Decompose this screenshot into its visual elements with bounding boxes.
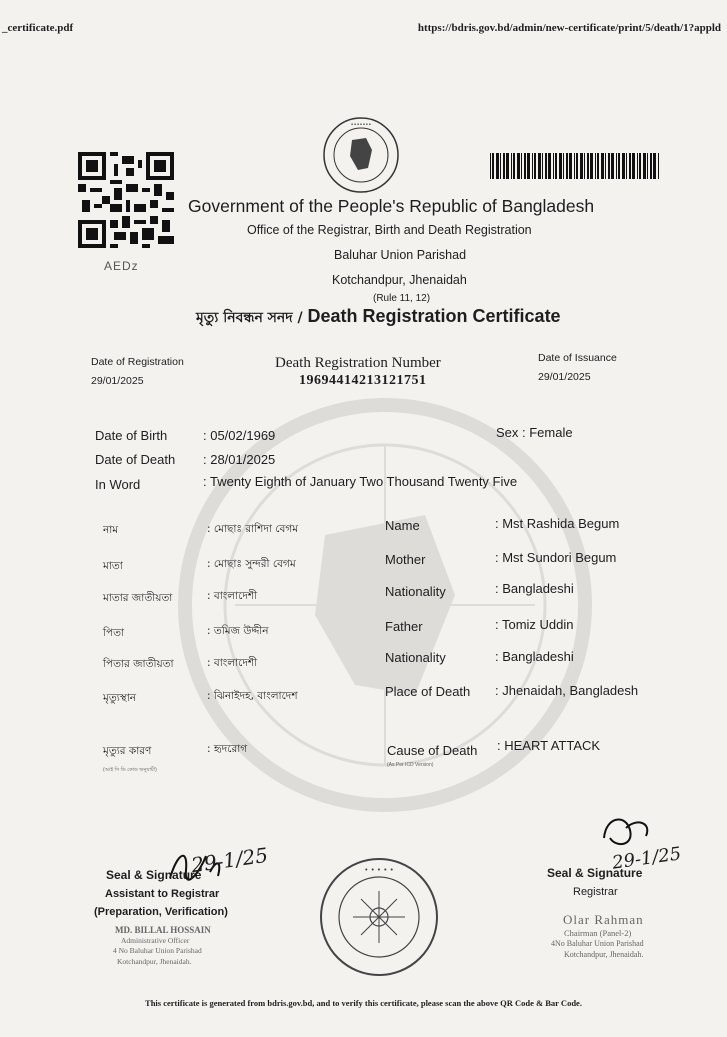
bn-value-mother: : মোছাঃ সুন্দরী বেগম	[207, 558, 296, 570]
left-stamp-line-1: MD. BILLAL HOSSAIN	[115, 925, 211, 935]
en-value-cause-of-death: : HEART ATTACK	[497, 738, 601, 753]
government-title: Government of the People's Republic of Bangladesh	[188, 196, 595, 216]
dob-value: : 05/02/1969	[203, 428, 276, 443]
right-stamp-line-3: 4No Baluhar Union Parishad	[551, 939, 644, 948]
right-handwritten-date: 29-1/25	[610, 843, 683, 874]
union-parishad-seal-icon	[318, 856, 440, 978]
bn-value-father-nationality: : বাংলাদেশী	[207, 657, 258, 669]
dob-label: Date of Birth	[95, 428, 168, 443]
bn-cause-sub: (আই সি ডি কোড অনুযায়ী)	[103, 767, 157, 773]
sex-value: Sex : Female	[496, 425, 573, 440]
en-value-name: : Mst Rashida Begum	[495, 516, 620, 531]
qr-code-text: AEDz	[104, 259, 139, 273]
certificate-title-bn: মৃত্যু নিবন্ধন সনদ /	[196, 310, 308, 326]
union-name: Baluhar Union Parishad	[334, 248, 467, 262]
bn-label-father-nationality: পিতার জাতীয়তা	[103, 658, 174, 670]
left-stamp-line-4: Kotchandpur, Jhenaidah.	[117, 957, 192, 966]
left-stamp-line-2: Administrative Officer	[121, 936, 190, 945]
bn-label-father: পিতা	[103, 627, 125, 639]
certificate-title-en: Death Registration Certificate	[307, 306, 561, 326]
qr-code	[78, 152, 174, 248]
left-role: Assistant to Registrar	[105, 888, 220, 900]
en-label-father: Father	[385, 619, 423, 634]
barcode	[490, 153, 662, 179]
right-seal-label: Seal & Signature	[547, 866, 643, 880]
date-of-registration-value: 29/01/2025	[91, 375, 144, 387]
print-url: https://bdris.gov.bd/admin/new-certificate/print/5/death/1?appld	[417, 22, 721, 34]
right-stamp-line-1: Olar Rahman	[563, 912, 644, 927]
right-role: Registrar	[573, 886, 618, 898]
in-word-label: In Word	[95, 477, 141, 492]
bn-label-place-of-death: মৃত্যুস্থান	[103, 692, 137, 704]
bn-label-mother-nationality: মাতার জাতীয়তা	[103, 592, 173, 604]
date-of-registration-label: Date of Registration	[91, 356, 184, 368]
left-seal-label: Seal & Signature	[106, 868, 202, 882]
bn-label-name: নাম	[103, 524, 119, 536]
svg-text:•••••••: •••••••	[350, 122, 372, 128]
en-value-father-nationality: : Bangladeshi	[495, 649, 574, 664]
bn-value-father: : তমিজ উদ্দীন	[207, 625, 269, 637]
en-label-mother: Mother	[385, 552, 426, 567]
rule-text: (Rule 11, 12)	[373, 293, 431, 304]
file-name: _certificate.pdf	[2, 22, 74, 34]
en-cause-sub: (As Per ICD Version)	[387, 762, 434, 768]
bn-label-cause-of-death: মৃত্যুর কারণ	[103, 745, 152, 757]
en-value-father: : Tomiz Uddin	[495, 617, 574, 632]
left-stamp-line-3: 4 No Baluhar Union Parishad	[113, 946, 202, 955]
right-stamp-line-2: Chairman (Panel-2)	[564, 928, 632, 938]
registration-number: 19694414213121751	[299, 373, 427, 388]
dod-value: : 28/01/2025	[203, 452, 276, 467]
location-name: Kotchandpur, Jhenaidah	[332, 273, 467, 287]
registration-number-label: Death Registration Number	[275, 355, 441, 371]
en-label-place-of-death: Place of Death	[385, 684, 471, 699]
bn-value-place-of-death: : ঝিনাইদহ, বাংলাদেশ	[207, 690, 298, 702]
date-of-issuance-value: 29/01/2025	[538, 371, 591, 383]
en-value-place-of-death: : Jhenaidah, Bangladesh	[495, 683, 639, 698]
left-role-sub: (Preparation, Verification)	[94, 906, 228, 918]
government-seal-icon	[322, 116, 400, 194]
certificate-title	[196, 306, 561, 330]
bn-value-mother-nationality: : বাংলাদেশী	[207, 590, 258, 602]
en-label-name: Name	[385, 518, 420, 533]
left-handwritten-date: 29-1/25	[189, 842, 270, 878]
bn-label-mother: মাতা	[103, 560, 123, 572]
en-label-father-nationality: Nationality	[385, 650, 446, 665]
en-label-cause-of-death: Cause of Death	[387, 743, 478, 758]
date-of-issuance-label: Date of Issuance	[538, 352, 617, 364]
in-word-value: : Twenty Eighth of January Two Thousand Twenty Five	[203, 474, 518, 489]
office-title: Office of the Registrar, Birth and Death Registration	[247, 223, 532, 237]
dod-label: Date of Death	[95, 452, 176, 467]
svg-text:• • • • •: • • • • •	[364, 866, 394, 874]
footer-note: This certificate is generated from bdris.gov.bd, and to verify this certificate, please scan the above QR Code & Bar Code.	[145, 998, 582, 1008]
en-value-mother: : Mst Sundori Begum	[495, 550, 617, 565]
bn-value-cause-of-death: : হৃদরোগ	[207, 743, 248, 755]
right-stamp-line-4: Kotchandpur, Jhenaidah.	[564, 950, 644, 959]
en-value-mother-nationality: : Bangladeshi	[495, 581, 574, 596]
bn-value-name: : মোছাঃ রাশিদা বেগম	[207, 523, 299, 535]
en-label-mother-nationality: Nationality	[385, 584, 446, 599]
